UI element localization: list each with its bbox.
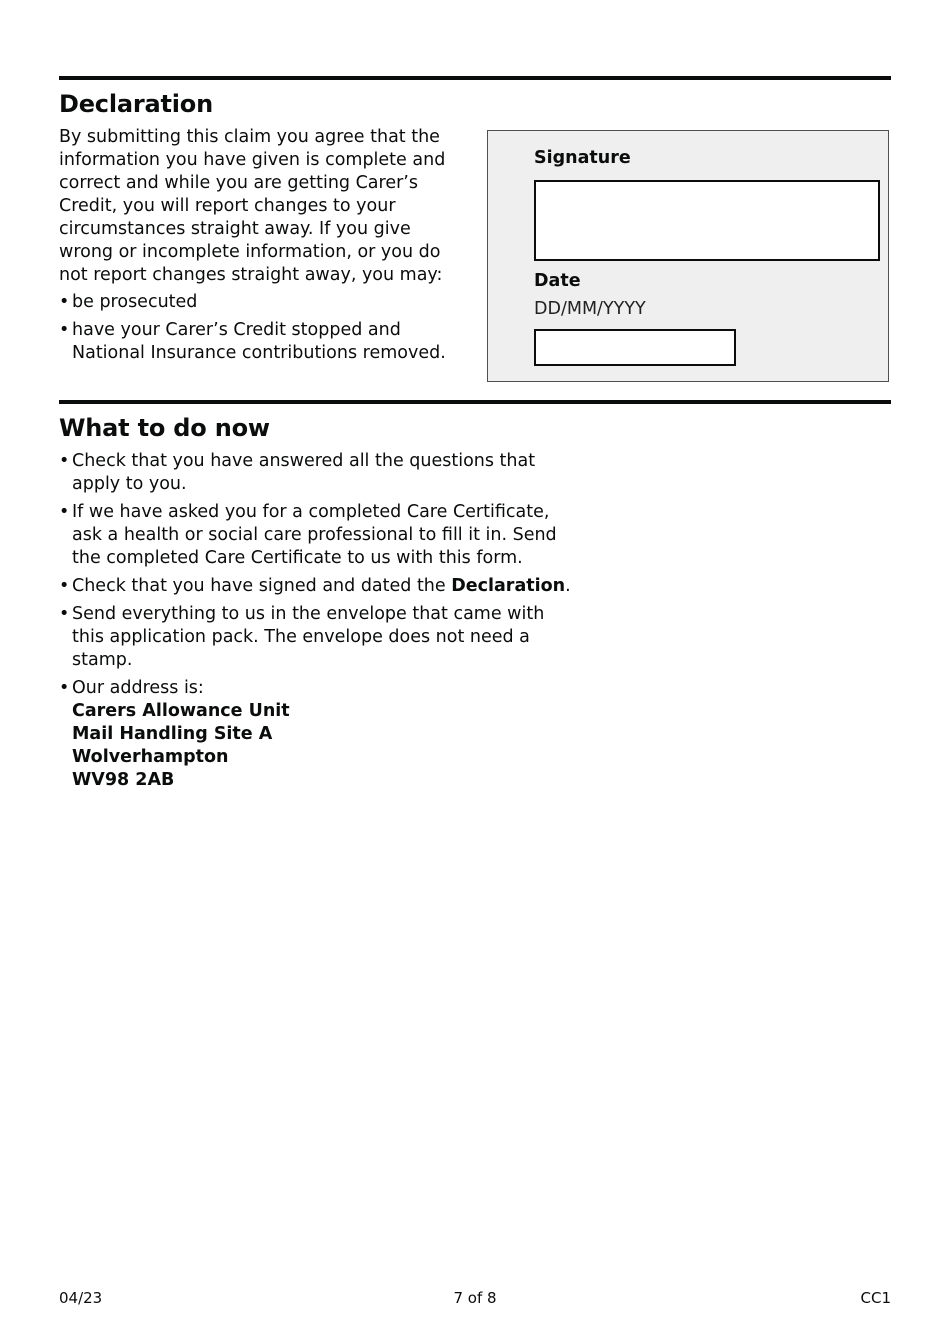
address-line-1: Carers Allowance Unit <box>72 701 290 721</box>
what-to-do-list <box>59 450 574 797</box>
instruction-text: Check that you have signed and dated the <box>72 576 452 596</box>
date-label: Date <box>534 271 581 291</box>
list-item: • If we have asked you for a completed Care Certificate, ask a health or social care professional to fill it in. Send the completed Care Certificate to us with this form. <box>59 501 574 570</box>
footer-date-code: 04/23 <box>59 1289 103 1307</box>
signature-panel <box>487 130 889 382</box>
address-line-2: Mail Handling Site A <box>72 724 273 744</box>
what-to-do-heading: What to do now <box>59 414 270 442</box>
declaration-consequences-list <box>59 291 474 370</box>
declaration-reference: Declaration <box>451 576 566 596</box>
list-item <box>59 677 574 792</box>
declaration-intro: By submitting this claim you agree that the information you have given is complete and correct and while you are getting Carer’s Credit, you will report changes to your circumstances straight away. If you give wrong or incomplete information, or you do not report changes straight away, you may: <box>59 127 446 285</box>
list-item <box>59 575 574 598</box>
address-line-3: Wolverhampton <box>72 747 229 767</box>
declaration-heading: Declaration <box>59 90 213 118</box>
footer-form-code: CC1 <box>860 1289 891 1307</box>
instruction-end: . <box>565 576 571 596</box>
signature-field[interactable] <box>534 180 880 261</box>
list-item: • Send everything to us in the envelope that came with this application pack. The envelope does not need a stamp. <box>59 603 574 672</box>
date-format-hint: DD/MM/YYYY <box>534 299 646 319</box>
section-rule-what-to-do <box>59 400 891 404</box>
list-item: • be prosecuted <box>59 291 474 314</box>
list-item: • have your Carer’s Credit stopped and National Insurance contributions removed. <box>59 319 474 365</box>
address-postcode: WV98 2AB <box>72 770 175 790</box>
list-item: • Check that you have answered all the questions that apply to you. <box>59 450 574 496</box>
signature-label: Signature <box>534 148 631 168</box>
address-intro: Our address is: <box>72 678 204 698</box>
date-field[interactable] <box>534 329 736 366</box>
section-rule-declaration <box>59 76 891 80</box>
footer-page-number: 7 of 8 <box>453 1289 497 1307</box>
